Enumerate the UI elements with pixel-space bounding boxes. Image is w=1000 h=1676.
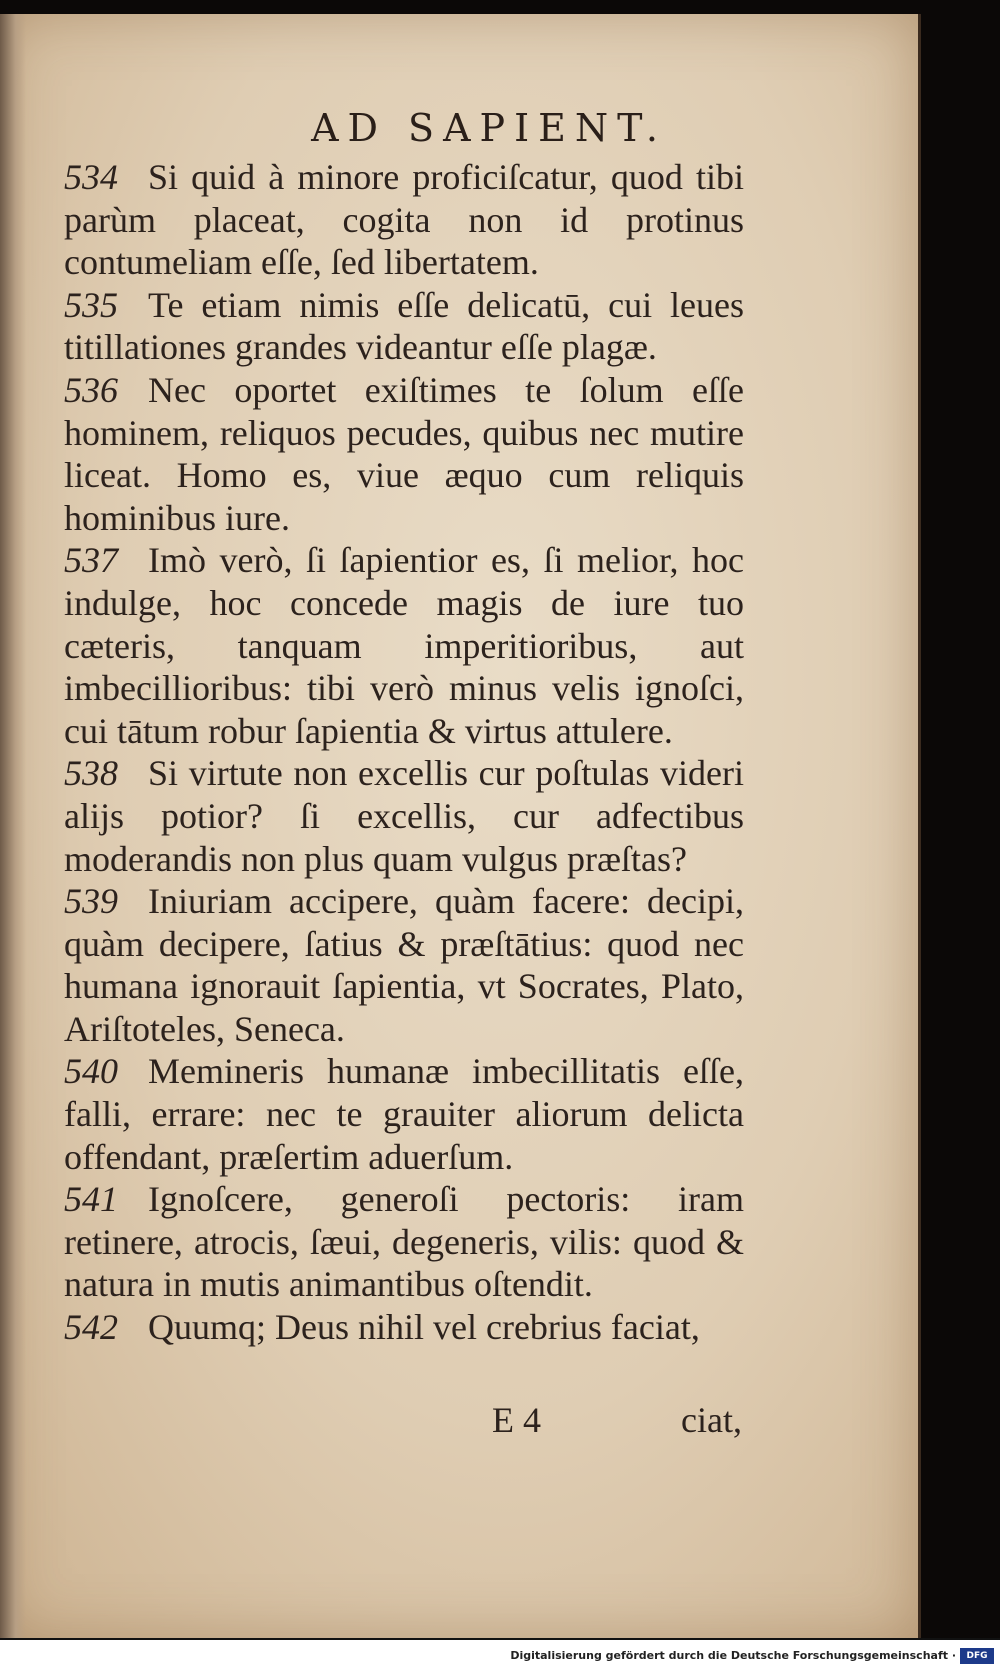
entry-text: Quumq; Deus nihil vel crebrius faciat, [148,1307,700,1348]
entry-text: Nec oportet exiſtimes te ſolum eſſe hominem, reliquos pecudes, quibus nec mutire liceat. Homo es, viue æquo cum reliquis hominibus iure. [64,369,744,538]
entry-text: Iniuriam accipere, quàm facere: decipi, quàm decipere, ſatius & præſtātius: quod nec humana ignorauit ſapientia, vt Socrates, Plato, Ariſtoteles, Seneca. [64,881,744,1049]
entry-number: 541 [64,1179,118,1220]
entry-534 [64,156,744,284]
entry-number: 542 [64,1307,118,1348]
digitization-footer [0,1638,1000,1676]
entry-number: 540 [64,1051,118,1092]
catchword: ciat, [681,1400,742,1440]
dfg-logo-icon: DFG [960,1648,994,1664]
entry-542 [64,1306,744,1349]
entry-537 [64,539,744,752]
entry-540 [64,1050,744,1178]
entry-text: Ignoſcere, generoſi pectoris: iram retinere, atrocis, ſæui, degeneris, vilis: quod & natura in mutis animantibus oſtendit. [64,1179,744,1305]
entry-536 [64,369,744,539]
entry-text: Si quid à minore proficiſcatur, quod tibi parùm placeat, cogita non id protinus contumeliam eſſe, ſed libertatem. [64,157,744,283]
signature-mark: E 4 [492,1400,541,1440]
entry-539 [64,880,744,1050]
entry-number: 536 [64,369,118,410]
page-text [64,156,744,1349]
entry-number: 537 [64,540,118,581]
book-page [0,14,921,1640]
entry-number: 539 [64,881,118,922]
entry-number: 538 [64,753,118,794]
entry-text: Imò verò, ſi ſapientior es, ſi melior, hoc indulge, hoc concede magis de iure tuo cæteris, tanquam imperitioribus, aut imbecillioribus: tibi verò minus velis ignoſci, cui tātum robur ſapientia & virtus attulere. [64,540,744,751]
entry-number: 535 [64,284,118,325]
entry-text: Si virtute non excellis cur poſtulas videri alijs potior? ſi excellis, cur adfectibus moderandis non plus quam vulgus præſtas? [64,753,744,879]
entry-535 [64,284,744,369]
entry-538 [64,752,744,880]
funding-credit: Digitalisierung gefördert durch die Deutsche Forschungsgemeinschaft · [510,1649,956,1662]
entry-number: 534 [64,157,118,197]
running-head: AD SAPIENT. [311,106,667,150]
page-gutter [0,14,26,1640]
entry-text: Memineris humanæ imbecillitatis eſſe, falli, errare: nec te grauiter aliorum delicta offendant, præſertim aduerſum. [64,1051,744,1177]
entry-541 [64,1178,744,1306]
entry-text: Te etiam nimis eſſe delicatū, cui leues titillationes grandes videantur eſſe plagæ. [64,284,744,368]
signature-line [492,1399,742,1441]
